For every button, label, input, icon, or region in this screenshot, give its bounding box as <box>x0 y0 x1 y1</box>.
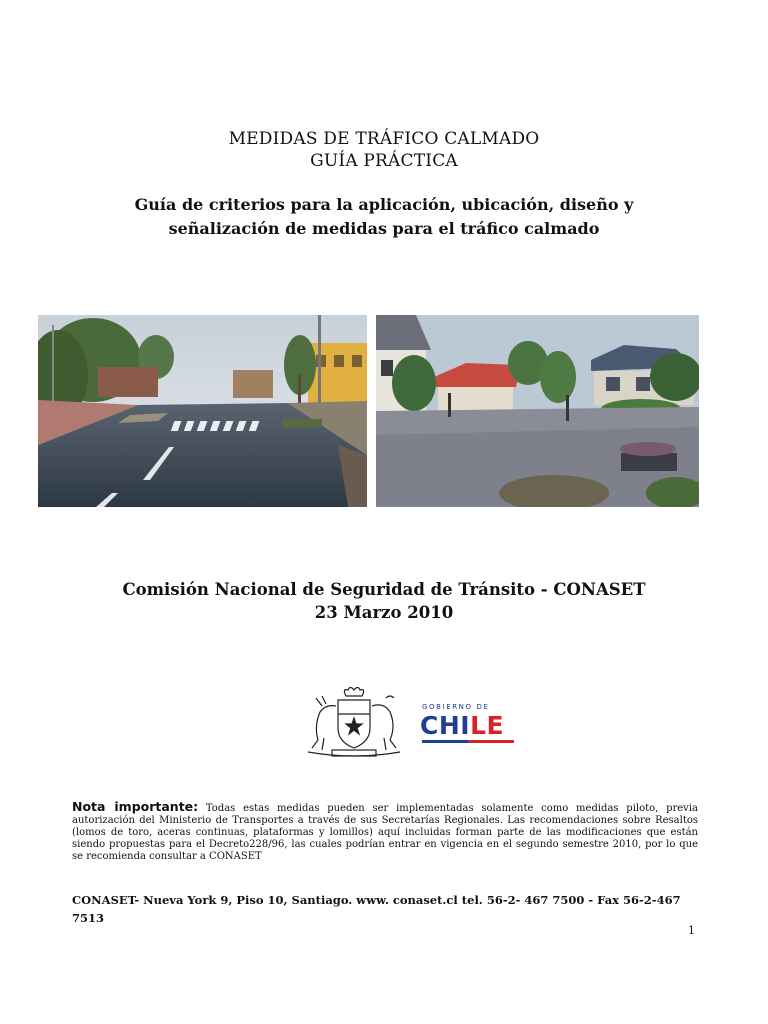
document-subtitle-line-1: Guía de criterios para la aplicación, ubicación, diseño y <box>134 195 634 214</box>
chile-coat-of-arms-icon <box>298 686 410 758</box>
street-photo-left <box>38 315 367 507</box>
street-photo-left-image <box>38 315 367 507</box>
gobierno-de-chile-logo <box>418 703 518 743</box>
plaza-photo-right-image <box>376 315 699 507</box>
page-number: 1 <box>688 924 695 937</box>
important-note-label: Nota importante: <box>72 799 199 814</box>
organization-block <box>0 578 768 624</box>
document-subtitle-line-2: señalización de medidas para el tráfico calmado <box>168 219 600 238</box>
important-note-text: Todas estas medidas pueden ser implementadas solamente como medidas piloto, previa autorización del Ministerio de Transportes a través de sus Secretarías Regionales. Las recomendaciones sobre Resaltos (lomos de toro, aceras continuas, plataformas y lomillos) aquí incluidas forman parte de las modificaciones que están siendo propuestas para el Decreto228/96, las cuales podrían entrar en vigencia en el segundo semestre 2010, por lo que se recomienda consultar a CONASET <box>72 803 698 862</box>
document-date: 23 Marzo 2010 <box>314 603 454 622</box>
chile-wordmark <box>420 711 504 740</box>
chile-wordmark-red: LE <box>470 711 505 740</box>
subtitle-block <box>0 193 768 241</box>
plaza-photo-right <box>376 315 699 507</box>
gobierno-color-bar <box>422 740 514 743</box>
footer-contact: CONASET- Nueva York 9, Piso 10, Santiago. www. conaset.cl tel. 56-2- 467 7500 - Fax 56-2-467 7513 <box>72 893 681 925</box>
gobierno-de-label: GOBIERNO DE <box>422 703 490 711</box>
document-title-line-2: GUÍA PRÁCTICA <box>310 151 458 171</box>
chile-wordmark-blue: CHI <box>420 711 471 740</box>
organization-name: Comisión Nacional de Seguridad de Tránsito - CONASET <box>122 580 646 599</box>
title-block <box>0 128 768 172</box>
document-title-line-1: MEDIDAS DE TRÁFICO CALMADO <box>228 129 540 149</box>
important-note <box>72 801 698 863</box>
